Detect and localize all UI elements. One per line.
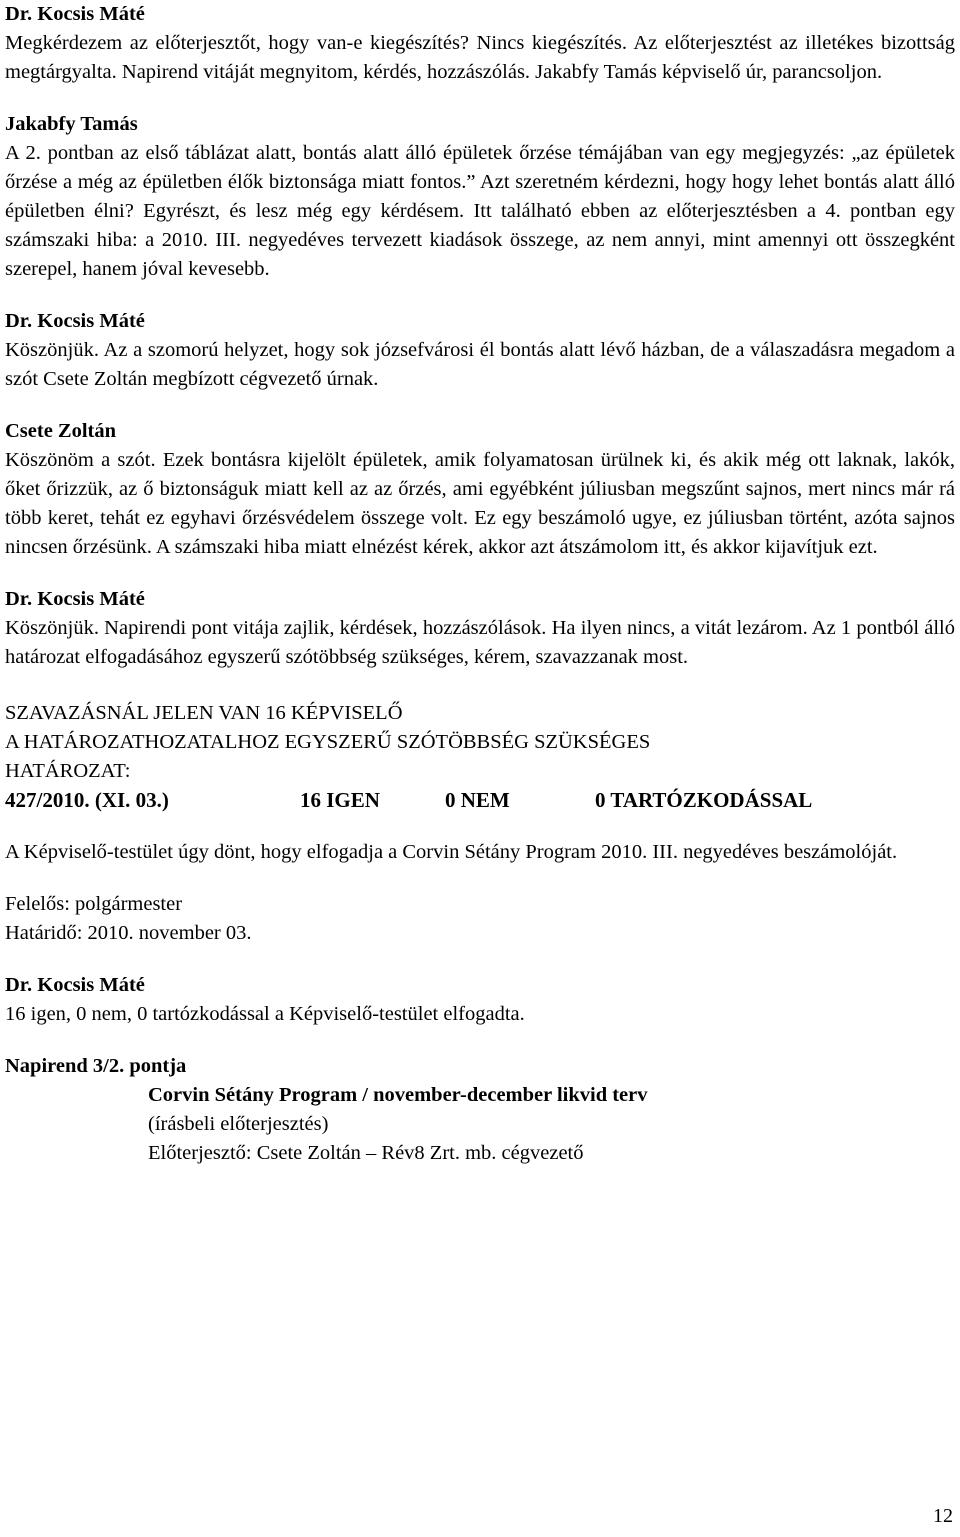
speech-paragraph: Köszönjük. Az a szomorú helyzet, hogy sok józsefvárosi él bontás alatt lévő házban, de a válaszadásra megadom a szót Csete Zoltán megbízott cégvezető úrnak. [5, 339, 955, 390]
vote-yes-count: 16 IGEN [300, 788, 380, 812]
resolution-number: 427/2010. (XI. 03.) [5, 788, 169, 812]
resolution-decision: A Képviselő-testület úgy dönt, hogy elfogadja a Corvin Sétány Program 2010. III. negyedéves beszámolóját. [5, 841, 898, 863]
spacer [5, 948, 955, 971]
speaker-name: Dr. Kocsis Máté [5, 974, 145, 996]
page-number: 12 [933, 1505, 953, 1527]
vote-no-count: 0 NEM [445, 788, 510, 812]
vote-result-row [5, 786, 955, 815]
agenda-details [148, 1081, 955, 1168]
responsible-line: Felelős: polgármester [5, 893, 183, 915]
agenda-presenter: Előterjesztő: Csete Zoltán – Rév8 Zrt. mb. cégvezető [148, 1142, 584, 1164]
resolution-label: HATÁROZAT: [5, 760, 131, 782]
spacer [5, 562, 955, 585]
spacer [5, 87, 955, 110]
speaker-name: Jakabfy Tamás [5, 113, 138, 135]
speech-paragraph: Köszönjük. Napirendi pont vitája zajlik, kérdések, hozzászólások. Ha ilyen nincs, a vitát lezárom. Az 1 pontból álló határozat elfogadásához egyszerű szótöbbség szükséges, kérem, szavazzanak most. [5, 617, 955, 668]
spacer [5, 394, 955, 417]
spacer [5, 1029, 955, 1052]
agenda-note: (írásbeli előterjesztés) [148, 1113, 329, 1135]
speech-paragraph: A 2. pontban az első táblázat alatt, bontás alatt álló épületek őrzése témájában van egy megjegyzés: „az épületek őrzése a még az épületben élők biztonsága miatt fontos.” Azt szeretném kérdezni, hogy hogy lehet bontás alatt álló épületben élni? Egyrészt, és lesz még egy kérdésem. Itt található ebben az előterjesztésben a 4. pontban egy számszaki hiba: a 2010. III. negyedéves tervezett kiadások összege, az nem annyi, mint amennyi ott összegként szerepel, hanem jóval kevesebb. [5, 142, 955, 280]
document-page [5, 0, 955, 1168]
vote-abstain-count: 0 TARTÓZKODÁSSAL [595, 788, 813, 812]
spacer [5, 815, 955, 838]
spacer [5, 867, 955, 890]
closing-statement: 16 igen, 0 nem, 0 tartózkodással a Képviselő-testület elfogadta. [5, 1003, 525, 1025]
agenda-title: Corvin Sétány Program / november-december likvid terv [148, 1084, 648, 1106]
deadline-line: Határidő: 2010. november 03. [5, 922, 252, 944]
speaker-name: Dr. Kocsis Máté [5, 588, 145, 610]
speech-paragraph: Köszönöm a szót. Ezek bontásra kijelölt épületek, amik folyamatosan ürülnek ki, és akik még ott laknak, lakók, őket őrizzük, az ő biztonságuk miatt kell az az őrzés, ami egyébként júliusban megszűnt sajnos, mert nincs már rá több keret, tehát ez egyhavi őrzésvédelem összege volt. Ez egy beszámoló ugye, ez júliusban történt, azóta sajnos nincsen őrzésünk. A számszaki hiba miatt elnézést kérek, akkor azt átszámolom itt, és akkor kijavítjuk ezt. [5, 449, 955, 558]
spacer [5, 284, 955, 307]
speaker-name: Csete Zoltán [5, 420, 117, 442]
speaker-name: Dr. Kocsis Máté [5, 3, 145, 25]
agenda-heading: Napirend 3/2. pontja [5, 1055, 187, 1077]
vote-majority-line: A HATÁROZATHOZATALHOZ EGYSZERŰ SZÓTÖBBSÉG SZÜKSÉGES [5, 731, 651, 753]
vote-present-line: SZAVAZÁSNÁL JELEN VAN 16 KÉPVISELŐ [5, 702, 403, 724]
speech-paragraph: Megkérdezem az előterjesztőt, hogy van-e kiegészítés? Nincs kiegészítés. Az előterjesztést az illetékes bizottság megtárgyalta. Napirend vitáját megnyitom, kérdés, hozzászólás. Jakabfy Tamás képviselő úr, parancsoljon. [5, 32, 955, 83]
speaker-name: Dr. Kocsis Máté [5, 310, 145, 332]
spacer [5, 672, 955, 699]
